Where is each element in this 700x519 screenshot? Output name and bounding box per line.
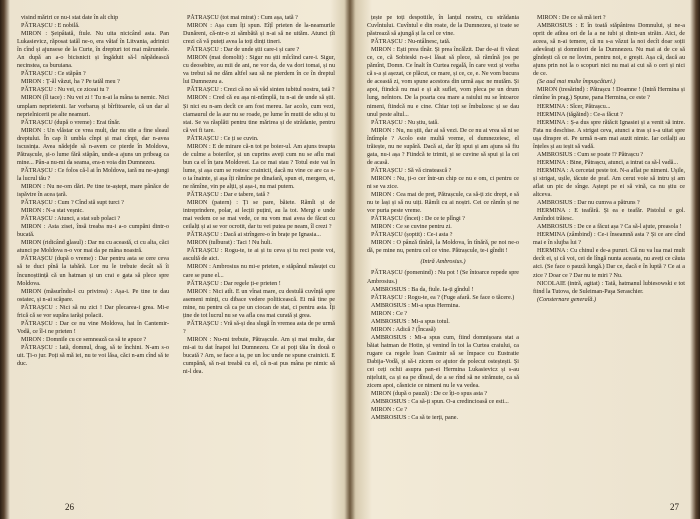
paragraph: MIRON : E de mirare că-n tot pe boier-ul. Am ajuns treapta de culme a boierilor, și un cuprins aveți cum nu se aflu mai bun ca el în țara Moldovei. La ce mai stau ? Totul este vai în lume, și așa cum se rostesc crainicii, dacă nu vine ce are ca s-o ia înainte, și așa îți rămîne pe dinafară, spun ei, mergem, ei, ne rămîne, vin pe alții, și așa-i, nu mai putem. [183, 143, 335, 190]
paragraph: MIRON : Un vlăstar ce vrea mult, dar nu stie a fine sleaul dreptului. În cap îi umbla cînpi și mai cînpi, dar n-avea iscusința. Avea nădejde să n-avem ce pierde în Moldova, Pătrașcule, și-o lume fără stăpân, unde-a ajuns un pribeag ca mine... Pân-a nu-mi da seama, era-n voia din Dumnezeu. [17, 127, 169, 166]
paragraph: AMBROSIUS : Mi-a spus totul. [371, 318, 450, 325]
paragraph: MIRON (tulburat) : Taci ! Nu huli. [187, 240, 272, 247]
paragraph: PĂTRAȘCU : Dar ce nu vine Moldova, hai în Cantemir-Vodă, ce îl-i ne prieten ! [17, 320, 169, 335]
paragraph: MIRON : O pânză tînără, la Moldova, în tînără, pe noi ne-o dă, pe mine nu, pentru cel ce vine. Pătrașcule, te-i gîndit ! [367, 240, 519, 255]
paragraph: visind măriri ce nu-i stat date în alt chip [21, 15, 119, 21]
paragraph: HERMINA : Cu chinul e de-a pururi. Că nu va lua mai mult decît ei, și că voi, cei de lîngă nunta aceasta, nu aveți ce căuta aici. (Se face o pauză lungă.) Dar ce, dacă e în luptă ? Ce ai a zice ? Doar ce ? Dar nu te miri ? Nu. [533, 248, 685, 279]
paragraph: MIRON : Ești prea tînăr. Și prea încălzit. Dar de-ai fi văzut ce, ce, că Sobieski n-a-i lăsat să plece, să rămînă jos pe pămînt, Domn. Ce înalt în Curtea regală, în care vezi și vorba că s-a și așezat, ce plăcut, ce mare, și ce, ce, e. Ne vom bucura de această zi, vom spune acestora din urmă așa: ne mutăm. Și apoi, fiindcă nu mai e și alt suflet, vom pleca pe un drum lung, neîntors. De la poarta cea mare a raiului nu se întoarce nimeni, fiindcă nu e cine. Chiar toți se îmbulzesc și se dau unul peste altul... [367, 47, 519, 118]
paragraph: MIRON (patern) : Ți se pare, băiete. Rămîi și de intreprindere, polar, ai lecții puțini, au la tot. Mergi e unde mai vedem ce se mai vede, ce nu vom mai avea de făcut cu ceilalți și ai se vor ocrotit, dar tu vei putea pe neam, îl crezi ? [183, 200, 335, 231]
paragraph: PĂTRAȘCU : Nu știu, tată. [371, 119, 439, 126]
paragraph: țește pe toți despotiile, în lanțul nostru, cu strădania Cuvîntului. Cuvîntul e din roate, de la Dumnezeu, și toate se păstrează să ajungă și la cel ce vine. [367, 15, 519, 38]
paragraph: HERMINA (tăgăind) : Ce-a făcut ? [537, 111, 623, 118]
paragraph: MIRON (mai domolit) : Sigur nu știi mîcîind care-i. Sigur, cu deosebire, au mii de ani, ne vor da, de va dori tomai, și nu va trebui să ne dăm altfel sau să ne pierdem în ce în dreptul lui Dumnezeu a. [183, 55, 335, 86]
paragraph: MIRON : Ce ? [371, 310, 408, 317]
paragraph: MIRON : Așa cum îți spun. Eîțî prieten de la-neamurile Dunăreni, că-ntr-o zi sămbătă și n-ai să ne uităm. Atunci țîi crezi că vă puteți avea la toți dinți tineri. [183, 23, 335, 46]
paragraph: MIRON : Nu ne-om dări. Pe tine te-aștept, mare pânăce de ispăvire în acea țară. [17, 183, 169, 199]
paragraph: PĂTRAȘCU (după o vreme) : Erai tînăr. [21, 119, 121, 126]
paragraph: PĂTRAȘCU (pomenind) : Nu pot ! (Se întoarce repede spre Ambrosius.) [367, 270, 519, 285]
paragraph: MIRON : Cea mai de preț, Pătrașcule, ca să-ți zic drept, e să nu te lași și să nu uiți. Rămîi cu ai noștri. Cei ce rămîn și ne vor purta peste vreme. [367, 192, 519, 215]
paragraph: PĂTRAȘCU : Ce ți se cuvin. [187, 135, 259, 142]
paragraph: MIRON : Adică ? (Încasă) [371, 326, 436, 333]
right-page-columns [367, 14, 685, 496]
paragraph: PĂTRAȘCU : Nici să nu zici ! Dar plecarea-i grea. Mi-e frică că se vor supăra iarăși polacii. [17, 304, 169, 319]
paragraph: PĂTRAȘCU : Cum ? Cînd stă supt turci ? [21, 200, 124, 207]
paragraph: PĂTRAȘCU : Ce stăpân ? [21, 71, 86, 78]
paragraph: HERMINA : Bine, Pătrașcu, atunci, a intrat ca să-l vadă... [537, 159, 678, 166]
paragraph: PĂTRAȘCU (după o vreme) : Dar pentru asta se cere ceva să te duci pînă la tabără. Lor nu le trebuie decât să îi încunoștiință că un hatman și un crai e gata să plece spre Moldova. [17, 256, 169, 287]
paragraph: MIRON : Nu, nu știi, dar ai să vezi. De ce nu ai vrea să ni se întîmple ? Acolo este multă vreme, el dumnezeiesc, el trăiește, nu ne supără. Dacă ai, dar îți spui și am ajuns să fiu gata, nu-i așa ? Fiindcă te trimit, și se cuvine să spui și la cei de acasă. [367, 127, 519, 166]
paragraph: MIRON (ridicând glasul) : Dar nu cu această, ci cu alta, căci atunci pe Moldova n-o vor mai da pe mâna noastră. [17, 240, 169, 255]
paragraph: HERMINA : Sîcer, Pătrașcu... [537, 103, 611, 110]
paragraph: AMBROSIUS : Mi-a spus Hermina. [371, 302, 460, 309]
paragraph: NICOLAIE (intră, agitat) : Tată, hatmanul lubiesowski e tot fiind la Tutova, de Suleiman-Paşa Seraschier. [533, 280, 685, 295]
paragraph: MIRON : Ce se cuvine pentru zi. [371, 224, 452, 231]
left-page-column-1 [17, 14, 169, 496]
paragraph: PĂTRAȘCU : Să vă cinstească ? [371, 167, 452, 174]
left-page [17, 14, 335, 514]
paragraph: MIRON (tresărind) : Pătrașcu ! Doamne ! (Intră Hermina și rămîne în prag.) Spune, pana Hermina, ce este ? [533, 87, 685, 102]
right-page [367, 14, 685, 514]
paragraph: HERMINA : A cercetat peste tot. N-a aflat pe nimeni. Ușile, și strigat, ușile, tăcute de praf. Am cerut voie să intru și am aflat un pic de sînge. Aștept pe ei să vină, ca nu știu ce altceva. [533, 167, 685, 199]
paragraph: AMBROSIUS : Ba da, fiule. Ia-ți gîndul ! [371, 286, 474, 293]
paragraph: PĂTRAȘCU (încet) : De ce te plîngi ? [371, 216, 465, 223]
paragraph: AMBROSIUS : De ce a făcut așa ? Ca să-l ajute, preasola ! [537, 224, 682, 231]
paragraph: PĂTRAȘCU : Dacă ai strîngere-o în brațe pe Ignasia... [187, 232, 321, 239]
right-page-column-1 [367, 14, 519, 496]
paragraph: PĂTRAȘCU : E nobilă. [21, 23, 80, 30]
page-number-right: 27 [670, 502, 679, 512]
paragraph: HERMINA : Ș-a dus spre rătăcit Ignasiei și a venit să intre. Fata nu deschise. A strigat ceva, atunci a tras și s-a uitat spre ușa dinspre ei. Pe urmă n-am mai auzit nimic. Iar ceilalți au înțeles și au ieșit să vadă. [533, 119, 685, 150]
paragraph: MIRON : Ț-ăl văzut, ha ? Pe tatăl meu ? [21, 79, 120, 86]
paragraph: MIRON : Șeipâtată, fiule. Nu uita nicicând asta. Pan Lukasievicz, răposat tatăl ne-o, era vătaf în Litvania, adrinici în cînd și ajunsese de la Curte, în drepturi tot mai măruntele. An după an a-o bicisnicit și îngăduit să-l năpădească necinstea, ca buruiana. [17, 31, 169, 70]
paragraph: AMBROSIUS : Cum se poate !? Pătrașcu ? [537, 151, 644, 158]
paragraph: AMBROSIUS : E în toată stăpânirea Domnului, și ne-a oprit de atîtea ori de la a ne iubi și dintr-un străin. Aici, de aceea, să n-ai temere, că nu s-a văzut la noi decît doar soții adevărați și domnitori de la Dumnezeu. Nu mai ai de ce să gîndești că ce ne lovim, pentru noi, e greșit. Așa că, dacă au ajuns prin noi la o scopuri nici nu mai ai cui să o ceri și nici de ce. [533, 23, 685, 78]
paragraph: MIRON : Nu, ți-o cer într-un chip ce nu e om, ci pentru ce ni se va zice. [367, 175, 519, 190]
paragraph: HERMINA (zâmbind) : Ce-i înseamnă asta ? Și ce are cînd mai e în slujba lui ? [533, 232, 685, 247]
paragraph: MIRON : Cred că eu așa ni-ntîmplă, tu n-ai de unde să știi. Și nici eu n-am decît ce am fost mereu. Iar acolo, cum vezi, ciamaurul de la aur nu se roade, pe lume în mutii de sdiu și tu stai. Se va răsplăti pentru tine mărirea și de strădanie, pentru că vei fi tare. [183, 95, 335, 134]
paragraph: AMBROSIUS : Ca să te ierți, pane. [371, 415, 458, 422]
paragraph: PĂTRAȘCU : Ce folos că-l ai în Moldova, iară nu ne-ajungi la lucrul tău ? [17, 167, 169, 182]
paragraph: PĂTRAȘCU : Iată, domnul, drag, să te închini. N-am s-o uit. Ți-o jur. Poți să mă iei, nu te voi lăsa, căci n-am cînd să te duc. [17, 344, 169, 368]
paragraph: MIRON : Nici atît. E un vînat mare, cu destulă cuvînță spre asemeni minți, cu dibace vedere politicească. Ei mă tine pe mine, nu pentru că ca pe un ciocan de stat, ci pentru asta. Îți ține de tot lucrul nu se va afla cea mai curată și grea. [183, 288, 335, 319]
paragraph: AMBROSIUS : Dar nu cumva a pătruns ? [537, 200, 640, 207]
left-page-column-2 [183, 14, 335, 496]
paragraph: MIRON (măsurîndu-l cu privirea) : Așa-i. Pe tine te dau ostatec, și n-ai scăpare. [17, 288, 169, 303]
paragraph: MIRON : Asta zisei, însă treaba nu-i a-o cumpăni dintr-o bucată. [17, 224, 169, 239]
paragraph: PĂTRAȘCU : Dar e tabere, tată ? [187, 192, 270, 199]
paragraph: PĂTRAȘCU : Vră să-și dea slugă în vremea asta de pe urmă ? [183, 320, 335, 335]
book-gutter [344, 0, 356, 519]
page-number-left: 26 [65, 502, 74, 512]
left-page-columns [17, 14, 335, 496]
paragraph: PĂTRAȘCU : Rogu-te, te ai și tu ceva și tu reci peste voi, ascultă de aici. [183, 248, 335, 263]
paragraph: MIRON : N-a stat veșnic. [21, 208, 84, 215]
paragraph: MIRON : Nu-mi trebuie, Pătrașcule. Am și mai multe, dar mi-ai tu dat înapoi lui Dumnezeu. Ce ai poți tăia în două o bucată ? Am, se face a ta, pe un loc unde ne spune crainicii. E cumpănă, să n-ai treabă cu el, că n-ai pus mâna pe nimic să ni-l dea. [183, 336, 335, 376]
paragraph: PĂTRAȘCU : Rogu-te, ea ? (Fuge afară. Se face o tăcere.) [371, 294, 515, 301]
paragraph: AMBROSIUS : Ca să-ți spun. O-a credincioasă ce esti... [371, 399, 509, 406]
paragraph: MIRON (după o pauză) : De ce îți-o spus asta ? [371, 391, 488, 398]
paragraph: MIRON : Domnile cu ce semnează ca să te apuce ? [21, 336, 147, 343]
paragraph: (Se aud mai multe împușcături.) [537, 79, 616, 86]
paragraph: MIRON : Ambrosius nu mi-e prieten, e stăpânul măsuței cu care se pune el... [183, 264, 335, 279]
right-page-column-2 [533, 14, 685, 496]
paragraph: MIRON : Ce ? [371, 407, 408, 414]
paragraph: MIRON (îl tace) : Nu vei zi ! Tu n-ai la mâna ta nemic. Nici umplam neprietenii. Iar vorbaruș și bîrfitoarele, că un dar al neprielnicerii pe alte neamuri. [17, 95, 169, 118]
paragraph: AMBROSIUS : Mi-a spus cum, fiind domnișoara stat a băiat hatman de Hotin, și venind în toi la Curtea craiului, ca rugare ca regele loan Casimir să se împace cu Eustratie Dabija-Vodă, și să-i zicem ce ajutor de polecut osteștești. Și cei ceți ochii asupra pan-ei Hermina Lukasievicz și s-au nițeluiit, ca și ea pe dînsul, de a se rînd să ne strămute, ca să zicem apoi, căsnicie ce nimeni nu le va vedea. [367, 334, 519, 390]
paragraph: HERMINA : E teafără. Și ea e teafăr. Pistolul e gol. Amîndoi trăiesc. [533, 208, 685, 223]
paragraph: (Consternare generală.) [537, 296, 597, 303]
paragraph: PĂTRAȘCU : Dar regele ți-e prieten ! [187, 280, 281, 287]
paragraph: PĂTRAȘCU : Nu vei, ce ziceai tu ? [21, 87, 109, 94]
stage-direction-center: (Intră Ambrosius.) [420, 259, 466, 266]
paragraph: PĂTRAȘCU : Crezi că no să văd sinten iubitul nostru, tată ? [187, 87, 335, 94]
paragraph: PĂTRAȘCU : Nu-ntâlnesc, tată. [371, 39, 451, 46]
paragraph: MIRON : De ce să mă iert ? [537, 15, 606, 21]
paragraph: PĂTRAȘCU : Atunci, a stat sub polaci ? [21, 216, 121, 223]
paragraph: PĂTRAȘCU (tot mai mirat) : Cum așa, tată ? [187, 15, 298, 21]
paragraph: PĂTRAȘCU : Dar de unde știi care-i și care ? [187, 47, 300, 54]
paragraph: PĂTRAȘCU (șoptit) : Ce-i asta ? [371, 232, 453, 239]
